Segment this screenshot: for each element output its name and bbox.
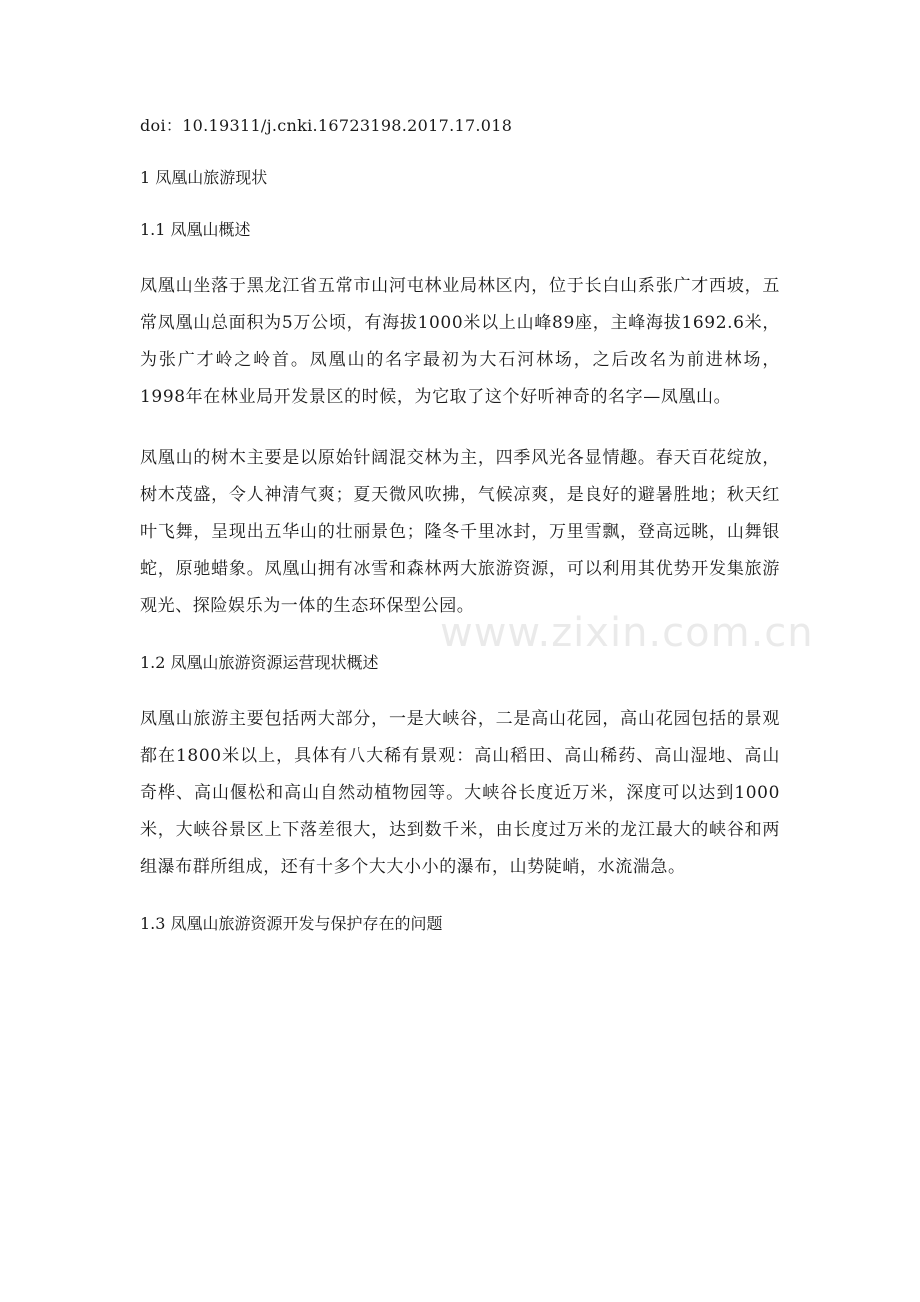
watermark: www.zixin.com.cn (440, 610, 814, 656)
paragraph-scenery: 凤凰山的树木主要是以原始针阔混交林为主，四季风光各显情趣。春天百花绽放，树木茂盛，令人神清气爽；夏天微风吹拂，气候凉爽，是良好的避暑胜地；秋天红叶飞舞，呈现出五华山的壮丽景色；隆冬千里冰封，万里雪飘，登高远眺，山舞银蛇，原驰蜡象。凤凰山拥有冰雪和森林两大旅游资源，可以利用其优势开发集旅游观光、探险娱乐为一体的生态环保型公园。 (140, 448, 780, 616)
section-heading-1-2: 1.2 凤凰山旅游资源运营现状概述 (140, 653, 379, 672)
doi-line: doi：10.19311/j.cnki.16723198.2017.17.018 (140, 116, 513, 135)
section-heading-1-1: 1.1 凤凰山概述 (140, 220, 251, 239)
section-heading-1: 1 凤凰山旅游现状 (140, 168, 268, 187)
section-heading-1-3: 1.3 凤凰山旅游资源开发与保护存在的问题 (140, 914, 443, 933)
paragraph-operations: 凤凰山旅游主要包括两大部分，一是大峡谷，二是高山花园，高山花园包括的景观都在1800米以上，具体有八大稀有景观：高山稻田、高山稀药、高山湿地、高山奇桦、高山偃松和高山自然动植物园等。大峡谷长度近万米，深度可以达到1000米，大峡谷景区上下落差很大，达到数千米，由长度过万米的龙江最大的峡谷和两组瀑布群所组成，还有十多个大大小小的瀑布，山势陡峭，水流湍急。 (140, 709, 780, 877)
document-body (140, 112, 780, 962)
paragraph-overview: 凤凰山坐落于黑龙江省五常市山河屯林业局林区内，位于长白山系张广才西坡，五常凤凰山总面积为5万公顷，有海拔1000米以上山峰89座，主峰海拔1692.6米，为张广才岭之岭首。凤凰山的名字最初为大石河林场，之后改名为前进林场，1998年在林业局开发景区的时候，为它取了这个好听神奇的名字—凤凰山。 (140, 276, 780, 407)
